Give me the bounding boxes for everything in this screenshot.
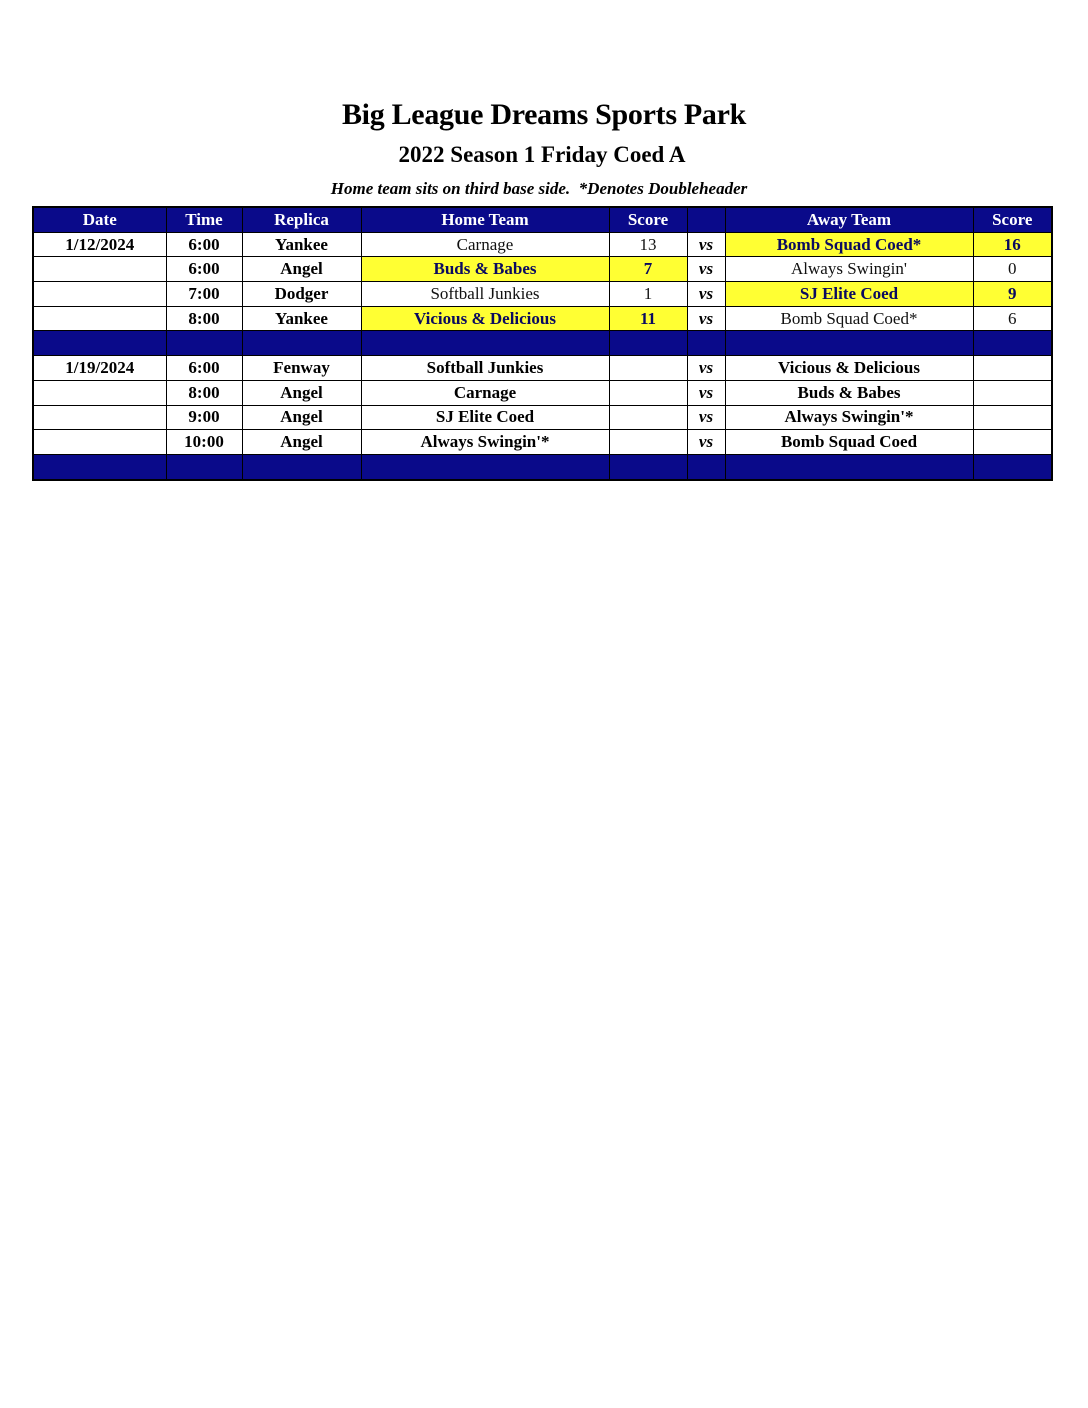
column-header-away-score: Score bbox=[973, 207, 1052, 232]
home-team-cell: SJ Elite Coed bbox=[361, 405, 609, 430]
away-team-cell: Bomb Squad Coed bbox=[725, 430, 973, 455]
home-score-cell: 11 bbox=[609, 306, 687, 331]
replica-cell: Yankee bbox=[242, 232, 361, 257]
date-cell: 1/19/2024 bbox=[33, 356, 166, 381]
table-row bbox=[33, 356, 1052, 381]
away-score-cell: 16 bbox=[973, 232, 1052, 257]
separator-cell bbox=[361, 331, 609, 356]
column-header-replica: Replica bbox=[242, 207, 361, 232]
away-score-cell bbox=[973, 380, 1052, 405]
away-score-cell bbox=[973, 405, 1052, 430]
table-row bbox=[33, 306, 1052, 331]
away-team-cell: Buds & Babes bbox=[725, 380, 973, 405]
away-team-cell: Always Swingin' bbox=[725, 257, 973, 282]
separator-cell bbox=[166, 454, 242, 479]
time-cell: 6:00 bbox=[166, 257, 242, 282]
separator-cell bbox=[973, 331, 1052, 356]
vs-cell: vs bbox=[687, 356, 725, 381]
time-cell: 6:00 bbox=[166, 356, 242, 381]
schedule-table bbox=[32, 206, 1053, 481]
separator-cell bbox=[33, 454, 166, 479]
home-score-cell bbox=[609, 430, 687, 455]
schedule-body bbox=[33, 232, 1052, 479]
home-score-cell: 7 bbox=[609, 257, 687, 282]
table-row bbox=[33, 257, 1052, 282]
vs-cell: vs bbox=[687, 282, 725, 307]
home-score-cell bbox=[609, 356, 687, 381]
separator-cell bbox=[242, 331, 361, 356]
home-team-cell: Softball Junkies bbox=[361, 282, 609, 307]
away-score-cell bbox=[973, 356, 1052, 381]
separator-cell bbox=[361, 454, 609, 479]
column-header-date: Date bbox=[33, 207, 166, 232]
vs-cell: vs bbox=[687, 380, 725, 405]
replica-cell: Dodger bbox=[242, 282, 361, 307]
time-cell: 8:00 bbox=[166, 380, 242, 405]
vs-cell: vs bbox=[687, 257, 725, 282]
date-cell bbox=[33, 282, 166, 307]
away-team-cell: Always Swingin'* bbox=[725, 405, 973, 430]
separator-cell bbox=[725, 454, 973, 479]
home-team-cell: Buds & Babes bbox=[361, 257, 609, 282]
column-header-home-score: Score bbox=[609, 207, 687, 232]
replica-cell: Angel bbox=[242, 405, 361, 430]
page-title: Big League Dreams Sports Park bbox=[341, 98, 747, 131]
page-subtitle: 2022 Season 1 Friday Coed A bbox=[398, 142, 686, 167]
home-team-cell: Carnage bbox=[361, 232, 609, 257]
column-header-home-team: Home Team bbox=[361, 207, 609, 232]
separator-cell bbox=[687, 454, 725, 479]
replica-cell: Angel bbox=[242, 380, 361, 405]
separator-cell bbox=[166, 331, 242, 356]
home-team-cell: Vicious & Delicious bbox=[361, 306, 609, 331]
home-team-cell: Always Swingin'* bbox=[361, 430, 609, 455]
table-row bbox=[33, 405, 1052, 430]
table-row bbox=[33, 232, 1052, 257]
time-cell: 8:00 bbox=[166, 306, 242, 331]
vs-cell: vs bbox=[687, 306, 725, 331]
replica-cell: Fenway bbox=[242, 356, 361, 381]
separator-cell bbox=[609, 454, 687, 479]
home-team-cell: Softball Junkies bbox=[361, 356, 609, 381]
replica-cell: Yankee bbox=[242, 306, 361, 331]
table-row bbox=[33, 282, 1052, 307]
date-cell bbox=[33, 430, 166, 455]
table-row bbox=[33, 380, 1052, 405]
table-row bbox=[33, 430, 1052, 455]
separator-cell bbox=[973, 454, 1052, 479]
vs-cell: vs bbox=[687, 232, 725, 257]
column-header-time: Time bbox=[166, 207, 242, 232]
home-score-cell bbox=[609, 405, 687, 430]
replica-cell: Angel bbox=[242, 257, 361, 282]
home-team-cell: Carnage bbox=[361, 380, 609, 405]
table-header-row bbox=[33, 207, 1052, 232]
time-cell: 10:00 bbox=[166, 430, 242, 455]
home-score-cell: 1 bbox=[609, 282, 687, 307]
separator-row bbox=[33, 454, 1052, 479]
home-score-cell bbox=[609, 380, 687, 405]
away-score-cell: 0 bbox=[973, 257, 1052, 282]
away-team-cell: Bomb Squad Coed* bbox=[725, 306, 973, 331]
separator-cell bbox=[609, 331, 687, 356]
time-cell: 7:00 bbox=[166, 282, 242, 307]
away-team-cell: SJ Elite Coed bbox=[725, 282, 973, 307]
vs-cell: vs bbox=[687, 405, 725, 430]
date-cell bbox=[33, 257, 166, 282]
away-score-cell: 9 bbox=[973, 282, 1052, 307]
date-cell bbox=[33, 405, 166, 430]
home-score-cell: 13 bbox=[609, 232, 687, 257]
date-cell bbox=[33, 380, 166, 405]
away-team-cell: Bomb Squad Coed* bbox=[725, 232, 973, 257]
date-cell: 1/12/2024 bbox=[33, 232, 166, 257]
away-score-cell bbox=[973, 430, 1052, 455]
separator-cell bbox=[242, 454, 361, 479]
time-cell: 6:00 bbox=[166, 232, 242, 257]
separator-cell bbox=[33, 331, 166, 356]
separator-row bbox=[33, 331, 1052, 356]
separator-cell bbox=[725, 331, 973, 356]
separator-cell bbox=[687, 331, 725, 356]
schedule-note: Home team sits on third base side. *Denotes Doubleheader bbox=[330, 179, 748, 198]
away-score-cell: 6 bbox=[973, 306, 1052, 331]
column-header-away-team: Away Team bbox=[725, 207, 973, 232]
date-cell bbox=[33, 306, 166, 331]
column-header-vs bbox=[687, 207, 725, 232]
time-cell: 9:00 bbox=[166, 405, 242, 430]
vs-cell: vs bbox=[687, 430, 725, 455]
away-team-cell: Vicious & Delicious bbox=[725, 356, 973, 381]
replica-cell: Angel bbox=[242, 430, 361, 455]
